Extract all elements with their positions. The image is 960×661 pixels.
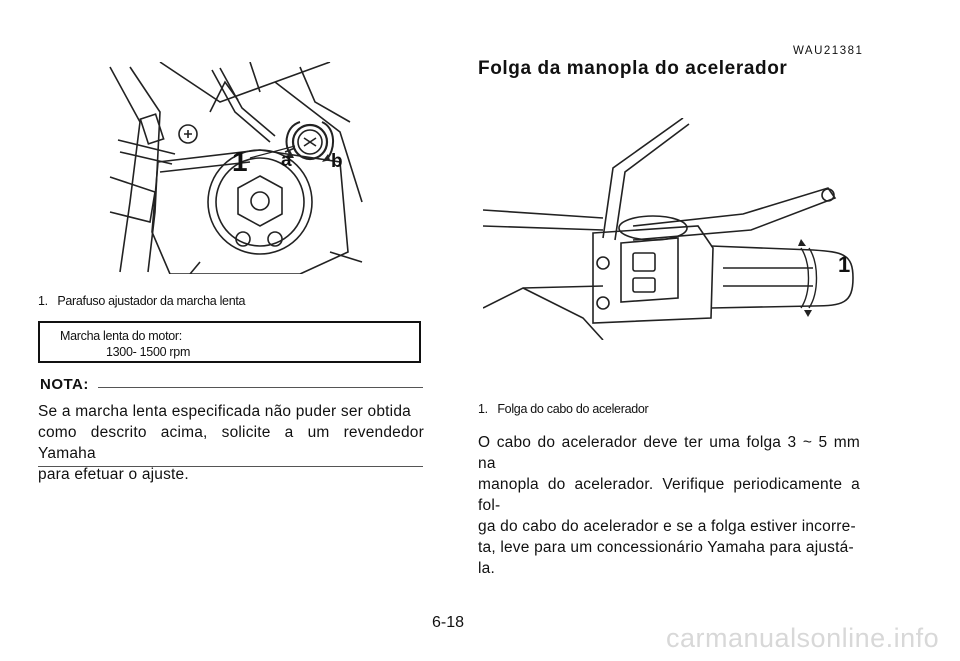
site-watermark: carmanualsonline.info — [666, 623, 940, 653]
spec-label: Marcha lenta do motor: — [60, 329, 182, 343]
idle-speed-spec-box — [38, 321, 421, 363]
paragraph-line: ta, leve para um concessionário Yamaha para ajustá- — [478, 539, 854, 556]
callout-b: b — [331, 151, 343, 172]
paragraph-line: ga do cabo do acelerador e se a folga estiver incorre- — [478, 518, 856, 535]
paragraph-line: la. — [478, 560, 495, 577]
section-code: WAU21381 — [793, 45, 864, 57]
callout-1: 1 — [232, 146, 248, 177]
nota-text — [38, 401, 424, 485]
left-figure-caption: 1. Parafuso ajustador da marcha lenta — [38, 294, 246, 308]
paragraph-line: manopla do acelerador. Verifique periodicamente a fol- — [478, 476, 860, 514]
nota-line: para efetuar o ajuste. — [38, 466, 189, 483]
spec-value: 1300- 1500 rpm — [106, 345, 191, 359]
nota-bottom-rule — [38, 466, 423, 467]
nota-top-rule — [98, 387, 423, 388]
page-number: 6-18 — [432, 614, 465, 631]
throttle-paragraph — [478, 432, 860, 579]
nota-heading: NOTA: — [40, 376, 89, 393]
throttle-grip-illustration — [483, 118, 868, 340]
right-figure-caption: 1. Folga do cabo do acelerador — [478, 402, 649, 416]
nota-line: como descrito acima, solicite a um revendedor Yamaha — [38, 424, 424, 462]
paragraph-line: O cabo do acelerador deve ter uma folga 3 ~ 5 mm na — [478, 434, 860, 472]
nota-line: Se a marcha lenta especificada não puder ser obtida — [38, 403, 411, 420]
grip-callout-1: 1 — [838, 252, 851, 277]
section-title: Folga da manopla do acelerador — [478, 58, 788, 79]
callout-a: a — [281, 150, 292, 171]
